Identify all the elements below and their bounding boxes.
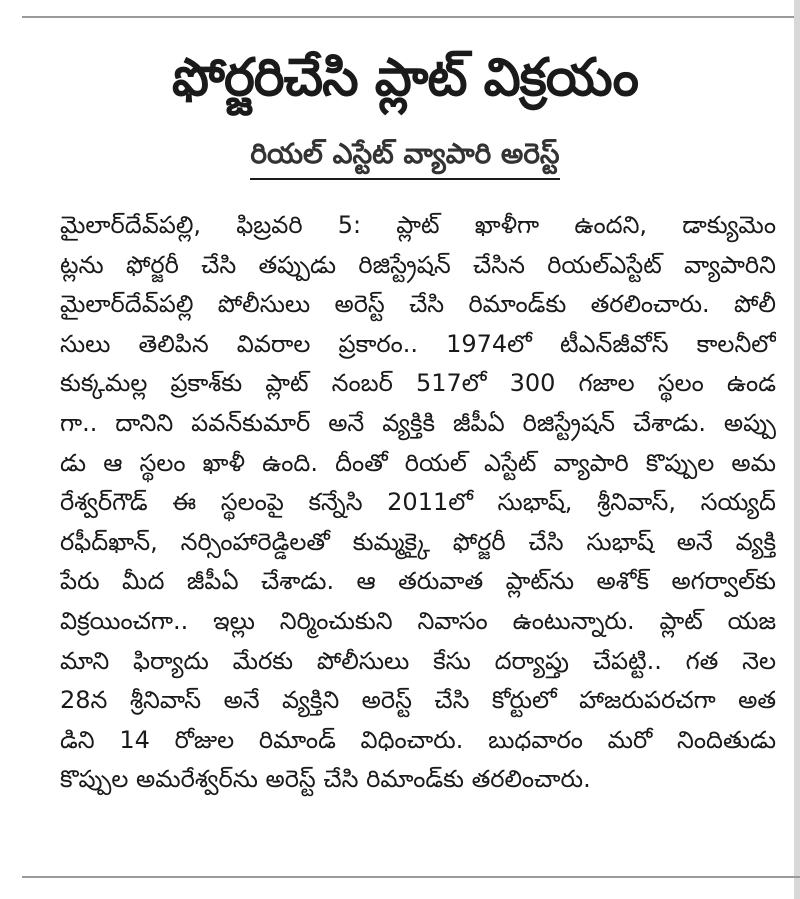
body-line: రఫీద్‌ఖాన్, నర్సింహారెడ్డిలతో కుమ్మక్కై ఫోర్జరీ చేసి సుభాష్ అనే వ్యక్తి [60,527,776,556]
body-line: ట్లను ఫోర్జరీ చేసి తప్పుడు రిజిస్ట్రేషన్ చేసిన రియల్‌ఎస్టేట్ వ్యాపారిని [60,250,776,279]
subheadline-container [40,132,770,180]
body-line: పేరు మీద జీపీఏ చేశాడు. ఆ తరువాత ప్లాట్‌ను అశోక్ అగర్వాల్‌కు [60,567,776,596]
bottom-rule [22,876,800,878]
top-rule [22,16,800,18]
body-line: సులు తెలిపిన వివరాల ప్రకారం.. 1974లో టీఎన్‌జీవోస్ కాలనీలో [60,329,776,358]
body-line: మైలార్‌దేవ్‌పల్లి, ఫిబ్రవరి 5: ప్లాట్ ఖాళీగా ఉందని, డాక్యుమెం [60,211,776,239]
body-line: విక్రయించగా.. ఇల్లు నిర్మించుకుని నివాసం ఉంటున్నారు. ప్లాట్ యజ [60,606,776,635]
body-line: మాని ఫిర్యాదు మేరకు పోలీసులు కేసు దర్యాప్తు చేపట్టి.. గత నెల [60,646,776,675]
body-line: డిని 14 రోజుల రిమాండ్ విధించారు. బుధవారం మరో నిందితుడు [60,725,776,754]
headline: ఫోర్జరిచేసి ప్లాట్ విక్రయం [172,48,638,108]
subheadline: రియల్ ఎస్టేట్ వ్యాపారి అరెస్ట్ [250,132,559,180]
article-body [60,206,776,800]
body-line: మైలార్‌దేవ్‌పల్లి పోలీసులు అరెస్ట్ చేసి రిమాండ్‌కు తరలించారు. పోలీ [60,290,776,319]
column-divider [794,0,800,899]
body-line: డు ఆ స్థలం ఖాళీ ఉంది. దీంతో రియల్ ఎస్టేట్ వ్యాపారి కొప్పుల అమ [60,448,776,477]
body-line: రేశ్వర్‌గౌడ్ ఈ స్థలంపై కన్నేసి 2011లో సుభాష్, శ్రీనివాస్, సయ్యద్ [60,488,776,517]
body-line: కొప్పుల అమరేశ్వర్‌ను అరెస్ట్ చేసి రిమాండ్‌కు తరలించారు. [60,765,591,794]
body-line: గా.. దానిని పవన్‌కుమార్ అనే వ్యక్తికి జీపీఏ రిజిస్ట్రేషన్ చేశాడు. అప్పు [60,408,776,437]
body-line: కుక్కమల్ల ప్రకాశ్‌కు ప్లాట్ నంబర్ 517లో 300 గజాల స్థలం ఉండ [60,369,776,398]
body-line: 28న శ్రీనివాస్ అనే వ్యక్తిని అరెస్ట్ చేసి కోర్టులో హాజరుపరచగా అత [60,686,776,715]
